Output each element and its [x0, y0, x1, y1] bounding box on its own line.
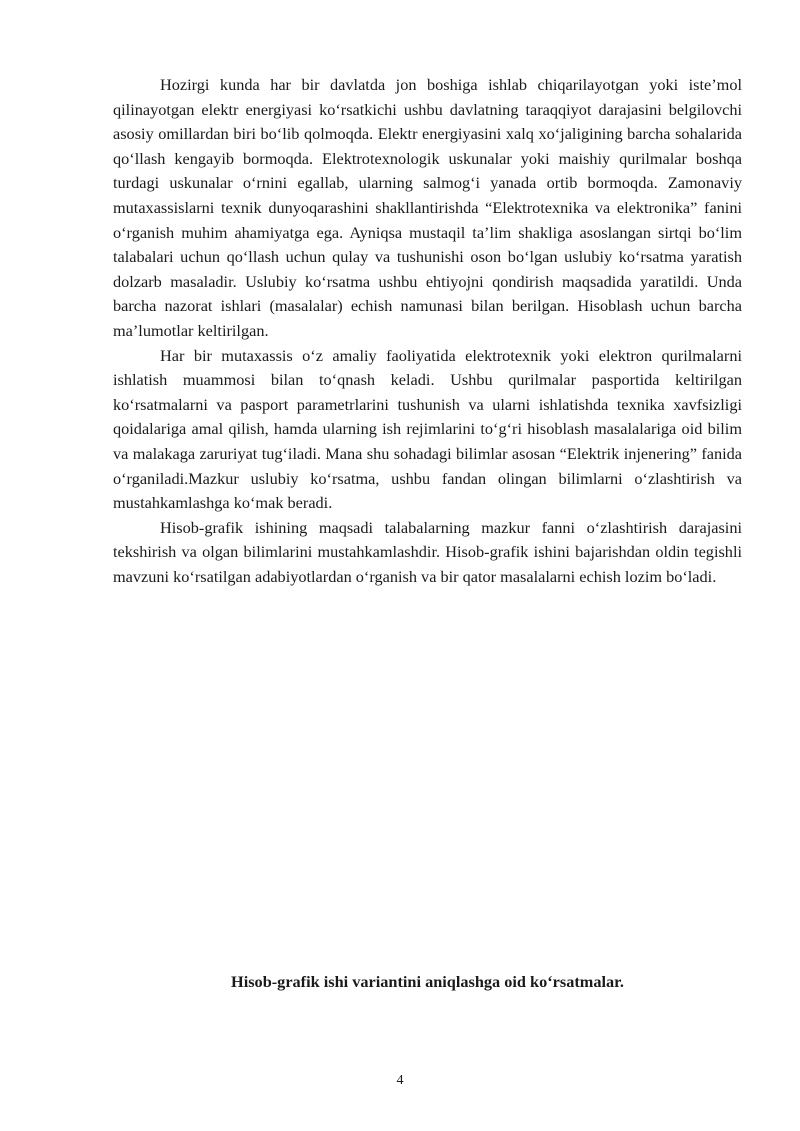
paragraph-specialist-practice: Har bir mutaxassis o‘z amaliy faoliyatida elektrotexnik yoki elektron qurilmalarni ishlatish muammosi bilan to‘qnash keladi. Ushbu qurilmalar pasportida keltirilgan ko‘rsatmalarni va pasport parametrlarini tushunish va ularni ishlatishda texnika xavfsizligi qoidalariga amal qilish, hamda ularning ish rejimlarini to‘g‘ri hisoblash masalalariga oid bilim va malakaga zaruriyat tug‘iladi. Mana shu sohadagi bilimlar asosan “Elektrik injenering” fanida o‘rganiladi.Mazkur uslubiy ko‘rsatma, ushbu fandan olingan bilimlarni o‘zlashtirish va mustahkamlashga ko‘mak beradi.	[113, 345, 742, 513]
paragraph-assignment-goal: Hisob-grafik ishining maqsadi talabalarning mazkur fanni o‘zlashtirish darajasini tekshirish va olgan bilimlarini mustahkamlashdir. Hisob-grafik ishini bajarishdan oldin tegishli mavzuni ko‘rsatilgan adabiyotlardan o‘rganish va bir qator masalalarni echish lozim bo‘ladi.	[113, 517, 742, 586]
paragraph-introduction: Hozirgi kunda har bir davlatda jon boshiga ishlab chiqarilayotgan yoki iste’mol qilinayotgan elektr energiyasi ko‘rsatkichi ushbu davlatning taraqqiyot darajasini belgilovchi asosiy omillardan biri bo‘lib qolmoqda. Elektr energiyasini xalq xo‘jaligining barcha sohalarida qo‘llash kengayib bormoqda. Elektrotexnologik uskunalar yoki maishiy qurilmalar boshqa turdagi uskunalar o‘rnini egallab, ularning salmog‘i yanada ortib bormoqda. Zamonaviy mutaxassislarni texnik dunyoqarashini shakllantirishda “Elektrotexnika va elektronika” fanini o‘rganish muhim ahamiyatga ega. Ayniqsa mustaqil ta’lim shakliga asoslangan sirtqi bo‘lim talabalari uchun qo‘llash uchun qulay va tushunishi oson bo‘lgan uslubiy ko‘rsatma yaratish dolzarb masaladir. Uslubiy ko‘rsatma ushbu ehtiyojni qondirish maqsadida yaratildi. Unda barcha nazorat ishlari (masalalar) echish namunasi bilan berilgan. Hisoblash uchun barcha ma’lumotlar keltirilgan.	[113, 75, 742, 340]
body-text	[113, 73, 742, 589]
page-number: 4	[396, 1073, 404, 1088]
section-heading: Hisob-grafik ishi variantini aniqlashga oid ko‘rsatmalar.	[231, 972, 624, 991]
